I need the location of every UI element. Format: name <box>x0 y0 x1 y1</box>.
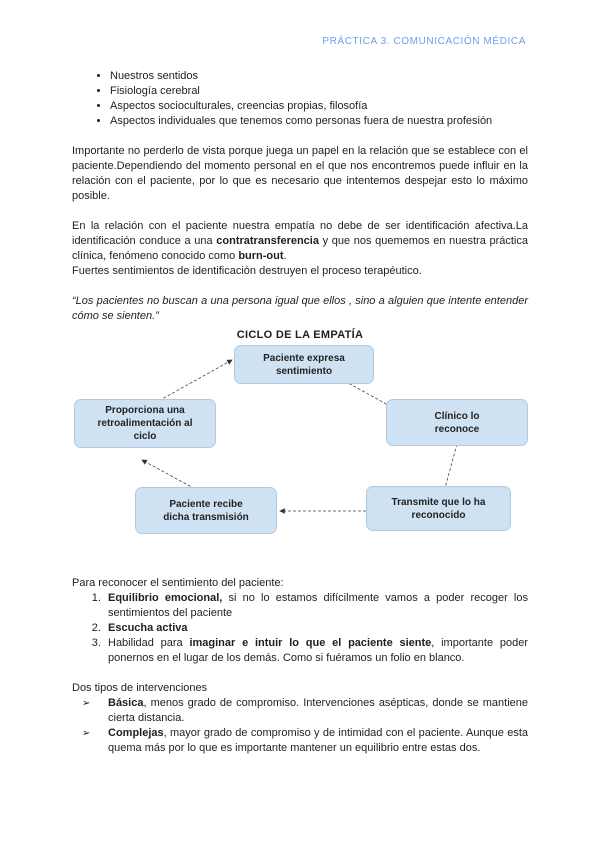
page-header: PRÁCTICA 3. COMUNICACIÓN MÉDICA <box>322 36 526 47</box>
item-bold: Equilibrio emocional, <box>108 592 223 604</box>
item-text: , importante poder ponernos en el lugar de los demás. Como si fuéramos un folio en blanco. <box>108 637 528 664</box>
paragraph-identification: Fuertes sentimientos de identificación destruyen el proceso terapéutico. <box>72 265 422 277</box>
item-text: , mayor grado de compromiso y de intimidad con el paciente. Aunque esta quema más por lo que es importante mantener un equilibrio entre estas dos. <box>108 727 528 754</box>
interventions-list <box>72 696 528 756</box>
interventions-intro: Dos tipos de intervenciones <box>72 682 208 694</box>
list-item: • Aspectos individuales que tenemos como personas fuera de nuestra profesión <box>110 114 528 129</box>
recognize-intro: Para reconocer el sentimiento del paciente: <box>72 577 284 589</box>
arrowhead-bullet-icon: ➢ <box>82 728 91 739</box>
diagram-title: CICLO DE LA EMPATÍA <box>236 329 364 341</box>
list-item <box>104 636 528 666</box>
term-burn-out: burn-out <box>238 250 284 262</box>
list-item: • Fisiología cerebral <box>110 84 528 99</box>
list-item <box>82 696 528 726</box>
list-item <box>82 726 528 756</box>
cycle-step-label: Proporciona una retroalimentación al ciclo <box>97 405 193 442</box>
item-text: , menos grado de compromiso. Intervenciones asépticas, donde se mantiene cierta distancia. <box>108 697 528 724</box>
item-text: si no lo estamos difícilmente vamos a poder recoger los sentimientos del paciente <box>108 592 528 619</box>
item-bold: Escucha activa <box>108 622 188 634</box>
cycle-step-recognize <box>386 399 528 446</box>
list-item <box>104 591 528 621</box>
cycle-step-label: Clínico lo reconoce <box>434 410 480 435</box>
item-text: Habilidad para <box>108 637 190 649</box>
recognize-list <box>72 591 528 666</box>
factors-list <box>72 69 528 129</box>
arrowhead-bullet-icon: ➢ <box>82 698 91 709</box>
item-bold: Básica <box>108 697 144 709</box>
item-bold: Complejas <box>108 727 164 739</box>
list-item <box>104 621 528 636</box>
text-span: En la relación con el paciente nuestra empatía no debe de ser identificación afectiva.La identificación conduce a una <box>72 220 528 247</box>
paragraph-empathy <box>72 219 528 264</box>
text-span: y que nos quememos en nuestra práctica clínica, fenómeno conocido como <box>72 235 528 262</box>
term-contratransferencia: contratransferencia <box>216 235 319 247</box>
text-span: . <box>283 250 287 262</box>
cycle-step-receive <box>135 487 277 534</box>
paragraph-perspective: Importante no perderlo de vista porque juega un papel en la relación que se establece con el paciente.Dependiendo del momento personal en el que nos encontremos puede influir en la relación con el paciente, por lo que es necesario que intentemos despejar esto lo máximo posible. <box>72 145 528 202</box>
cycle-step-label: Paciente expresa sentimiento <box>263 352 345 377</box>
cycle-step-express <box>234 345 374 384</box>
empathy-cycle-diagram <box>72 324 528 566</box>
cycle-step-label: Paciente recibe dicha transmisión <box>163 498 249 523</box>
cycle-step-label: Transmite que lo ha reconocido <box>391 496 486 521</box>
item-bold: imaginar e intuir lo que el paciente siente <box>189 637 432 649</box>
cycle-step-transmit <box>366 486 511 531</box>
cycle-step-feedback <box>74 399 216 448</box>
list-item: • Aspectos socioculturales, creencias propias, filosofía <box>110 99 528 114</box>
page-content <box>72 69 528 756</box>
list-item: • Nuestros sentidos <box>110 69 528 84</box>
quote: “Los pacientes no buscan a una persona igual que ellos , sino a alguien que intente entender cómo se sienten.” <box>72 295 528 322</box>
